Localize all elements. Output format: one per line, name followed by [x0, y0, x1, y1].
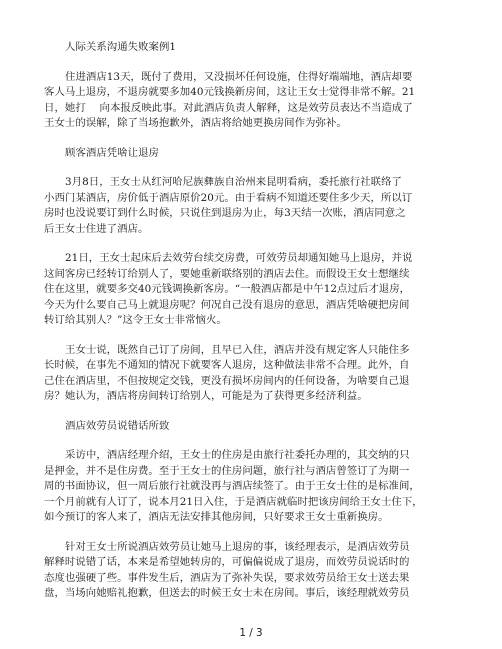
paragraph-line: 周的书面协议，但一周后旅行社就没再与酒店续签了。由于王女士住的是标准间，	[44, 480, 420, 492]
paragraph-line: 今天为什么要自己马上就退房呢？何况自己没有退房的意思，酒店凭啥硬把房间	[44, 298, 410, 311]
paragraph-line: 房？她认为，酒店将房间转订给别人，可能是为了获得更多经济利益。	[44, 390, 368, 402]
paragraph-line: 小西门某酒店，房价低于酒店原价20元。由于看病不知道还要住多少天，所以订	[44, 191, 413, 204]
paragraph-line: 王女士说，既然自己订了房间，且早已入住，酒店并没有规定客人只能住多	[65, 343, 410, 356]
paragraph-spacer	[44, 161, 460, 175]
paragraph-line: 长时候，在事先不通知的情况下就要客人退房，这种做法非常不合理。此外，自	[44, 359, 410, 371]
paragraph-line: 21日，王女士起床后去效劳台续交房费，可效劳员却通知她马上退房，并说	[65, 252, 413, 264]
paragraph-spacer	[44, 56, 460, 70]
page-number: 1 / 3	[239, 627, 263, 639]
paragraph-line: 转订给其别人？”这令王女士非常恼火。	[44, 314, 227, 326]
paragraph-spacer	[44, 434, 460, 448]
paragraph-line: 房时也没说要订到什么时候，只说住到退房为止，每3天结一次账，酒店同意之	[44, 207, 406, 219]
section-heading: 酒店效劳员说错话所致	[65, 419, 170, 432]
paragraph-spacer	[44, 405, 460, 419]
paragraph-line: 住进酒店13天，既付了费用，又没损坏任何设施，住得好端端地，酒店却要	[65, 70, 413, 83]
document-title: 人际关系沟通失败案例1	[65, 41, 177, 53]
paragraph-line: 如今预订的客人来了，酒店无法安排其他房间，只好要求王女士重新换房。	[44, 511, 389, 523]
paragraph-line: 日，她打 向本报反映此事。对此酒店负责人解释，这是效劳员表达不当造成了	[44, 101, 413, 114]
paragraph-line: 是押金，并不是住房费。至于王女士的住房问题，旅行社与酒店曾签订了为期一	[44, 464, 410, 477]
paragraph-line: 后王女士住进了酒店。	[44, 222, 149, 235]
paragraph-spacer	[44, 237, 460, 251]
paragraph-line: 盘，当场向她赔礼抱歉，但送去的时候王女士未在房间。事后，该经理就效劳员	[44, 587, 410, 599]
paragraph-spacer	[44, 602, 460, 616]
paragraph-line: 这间客房已经转订给别人了，要她重新联络别的酒店去住。而假设王女士想继续	[44, 267, 410, 280]
paragraph-spacer	[44, 526, 460, 540]
paragraph-line: 3月8日，王女士从红河哈尼族彝族自治州来昆明看病，委托旅行社联络了	[65, 176, 402, 188]
paragraph-line: 一个月前就有人订了，说本月21日入住，于是酒店就临时把该房间给王女士住下，	[44, 495, 423, 508]
paragraph-line: 住在这里，就要多交40元钱调换新客房。“一般酒店都是中午12点过后才退房，	[44, 283, 411, 295]
paragraph-line: 针对王女士所说酒店效劳员让她马上退房的事，该经理表示，是酒店效劳员	[65, 540, 410, 553]
paragraph-spacer	[44, 132, 460, 146]
section-heading: 顾客酒店凭啥让退房	[65, 146, 159, 159]
document-body	[44, 40, 460, 616]
paragraph-line: 采访中，酒店经理介绍，王女士的住房是由旅行社委托办理的，其交纳的只	[65, 449, 410, 461]
paragraph-line: 己住在酒店里，不但按规定交钱，更没有损坏房间内的任何设备，为啥要自己退	[44, 374, 410, 387]
paragraph-line: 王女士的误解，除了当场抱歉外，酒店将给她更换房间作为弥补。	[44, 117, 347, 129]
paragraph-line: 客人马上退房，不退房就要多加40元钱换新房间，这让王女士觉得非常不解。21	[44, 86, 416, 98]
paragraph-line: 态度也强硬了些。事件发生后，酒店为了弥补失误，要求效劳员给王女士送去果	[44, 571, 410, 584]
paragraph-spacer	[44, 329, 460, 343]
paragraph-line: 解释时说错了话，本来是希望她转房的，可偏偏说成了退房，而效劳员说话时的	[44, 556, 410, 568]
